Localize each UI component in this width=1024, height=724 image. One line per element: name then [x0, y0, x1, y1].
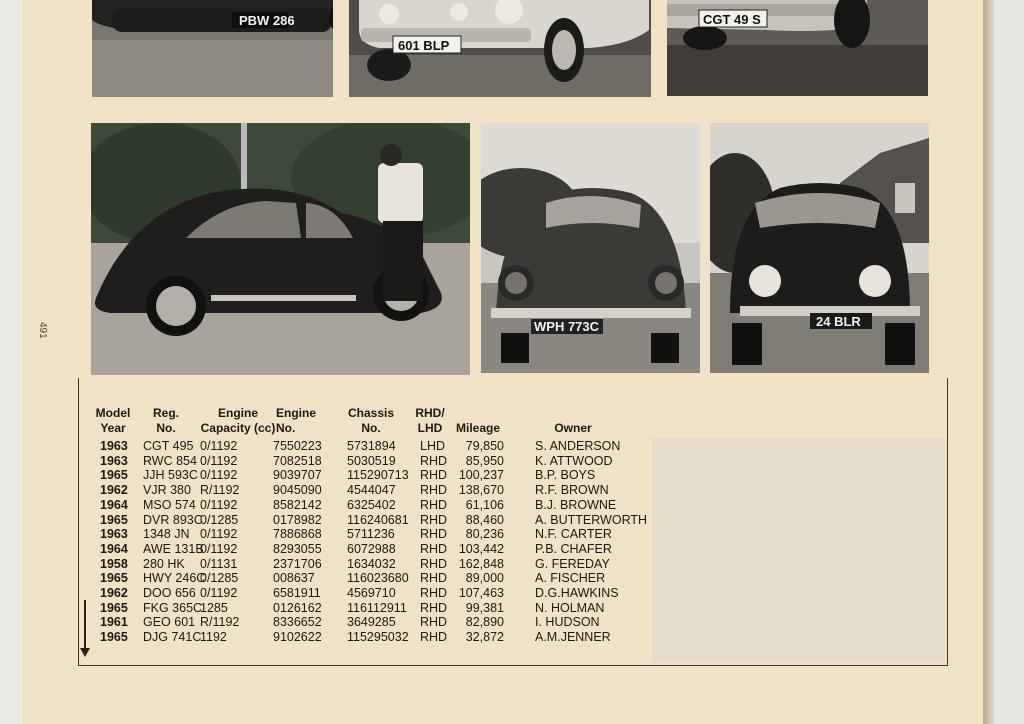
cell-owner: N. HOLMAN: [535, 600, 605, 615]
cell-reg: VJR 380: [143, 483, 191, 498]
header-rhd-lhd: RHD/ LHD: [415, 406, 445, 435]
cell-mileage: 61,106: [465, 497, 504, 512]
cell-engine: 8336652: [273, 615, 322, 630]
page-edge-shadow: [983, 0, 993, 724]
cell-cap: 0/1192: [200, 541, 238, 556]
cell-owner: N.F. CARTER: [535, 527, 612, 542]
cell-reg: MSO 574: [143, 497, 196, 512]
cell-chassis: 4569710: [347, 586, 396, 600]
cell-year: 1965: [100, 468, 128, 483]
cell-reg: FKG 365C: [143, 600, 203, 615]
cell-chassis: 116112911: [347, 600, 407, 615]
cell-chassis: 115290713: [347, 468, 409, 483]
cell-reg: GEO 601: [143, 615, 196, 630]
header-engine-capacity: Engine Capacity (cc): [200, 406, 276, 435]
cell-year: 1958: [100, 556, 128, 571]
cell-mileage: 80,236: [465, 527, 504, 542]
page-number: 491: [37, 322, 48, 339]
cell-year: 1963: [100, 527, 128, 542]
photo-top-left: [92, 0, 333, 97]
cell-engine: 0126162: [273, 600, 322, 615]
plate-bottom-right: 24 BLR: [816, 314, 861, 329]
cell-year: 1965: [100, 600, 128, 615]
cell-cap: 1192: [200, 630, 227, 645]
cell-mileage: 99,381: [465, 600, 504, 615]
cell-year: 1961: [100, 615, 128, 630]
cell-mileage: 88,460: [465, 512, 504, 527]
scanner-edge-right: [994, 0, 1024, 724]
cell-chassis: 116023680: [347, 571, 409, 586]
photo-beetle-front-2: [710, 123, 929, 373]
cell-drive: RHD: [420, 586, 448, 600]
cell-chassis: 116240681: [347, 512, 409, 527]
cell-cap: 0/1192: [200, 586, 238, 600]
cell-chassis: 4544047: [347, 483, 396, 498]
cell-drive: RHD: [420, 468, 448, 483]
photo-beetle-front-1: [481, 123, 700, 373]
cell-mileage: 138,670: [458, 483, 504, 498]
cell-owner: K. ATTWOOD: [535, 453, 613, 468]
down-arrow-icon: [80, 648, 90, 657]
cell-drive: RHD: [420, 571, 448, 586]
cell-drive: RHD: [420, 630, 448, 645]
cell-owner: B.P. BOYS: [535, 468, 596, 483]
cell-engine: 9102622: [273, 630, 322, 645]
plate-top-left: PBW 286: [239, 13, 295, 28]
cell-owner: S. ANDERSON: [535, 439, 621, 453]
cell-owner: I. HUDSON: [535, 615, 600, 630]
cell-cap: 0/1192: [200, 439, 238, 453]
cell-cap: 0/1192: [200, 453, 238, 468]
cell-mileage: 89,000: [465, 571, 504, 586]
cell-cap: 0/1285: [200, 512, 239, 527]
plate-bottom-middle: WPH 773C: [534, 319, 600, 334]
photo-top-middle: [349, 0, 651, 97]
cell-drive: RHD: [420, 541, 448, 556]
cell-engine: 0178982: [273, 512, 322, 527]
cell-year: 1964: [100, 541, 128, 556]
cell-cap: 0/1131: [200, 556, 238, 571]
cell-engine: 7550223: [273, 439, 322, 453]
header-chassis-no: Chassis No.: [347, 406, 395, 435]
cell-engine: 8582142: [273, 497, 322, 512]
cell-owner: P.B. CHAFER: [535, 541, 612, 556]
cell-year: 1963: [100, 453, 128, 468]
cell-owner: B.J. BROWNE: [535, 497, 617, 512]
cell-mileage: 82,890: [465, 615, 504, 630]
cell-year: 1962: [100, 483, 128, 498]
cell-reg: DJG 741C: [143, 630, 202, 645]
cell-mileage: 100,237: [458, 468, 504, 483]
cell-chassis: 6072988: [347, 541, 396, 556]
cell-reg: 280 HK: [143, 556, 185, 571]
cell-drive: RHD: [420, 615, 448, 630]
cell-cap: R/1192: [200, 483, 240, 498]
cell-year: 1962: [100, 586, 128, 600]
cell-reg: CGT 495: [143, 439, 194, 453]
cell-year: 1965: [100, 630, 128, 645]
cell-engine: 9039707: [273, 468, 322, 483]
cell-reg: AWE 131B: [143, 541, 204, 556]
cell-mileage: 85,950: [465, 453, 504, 468]
cell-year: 1965: [100, 571, 128, 586]
cell-mileage: 79,850: [465, 439, 504, 453]
cell-cap: 0/1285: [200, 571, 239, 586]
cell-drive: LHD: [420, 439, 446, 453]
cell-owner: A. BUTTERWORTH: [535, 512, 648, 527]
cell-drive: RHD: [420, 497, 448, 512]
cell-cap: 0/1192: [200, 527, 238, 542]
cell-chassis: 5731894: [347, 439, 396, 453]
blank-panel: [652, 438, 945, 663]
cell-mileage: 162,848: [458, 556, 504, 571]
cell-year: 1965: [100, 512, 128, 527]
photo-beetle-with-owner: [91, 123, 470, 375]
cell-year: 1963: [100, 439, 128, 453]
cell-engine: 6581911: [273, 586, 321, 600]
cell-reg: HWY 246C: [143, 571, 206, 586]
cell-owner: G. FEREDAY: [535, 556, 610, 571]
header-mileage: Mileage: [455, 421, 500, 435]
cell-mileage: 32,872: [465, 630, 504, 645]
cell-cap: 0/1192: [200, 497, 238, 512]
cell-engine: 7886868: [273, 527, 322, 542]
photo-top-right: [667, 0, 928, 96]
cell-cap: 1285: [200, 600, 228, 615]
cell-cap: 0/1192: [200, 468, 238, 483]
cell-reg: DVR 893C: [143, 512, 203, 527]
cell-reg: 1348 JN: [143, 527, 190, 542]
cell-reg: DOO 656: [143, 586, 196, 600]
cell-drive: RHD: [420, 512, 448, 527]
cell-drive: RHD: [420, 527, 448, 542]
plate-top-middle: 601 BLP: [398, 38, 450, 53]
cell-drive: RHD: [420, 453, 448, 468]
cell-engine: 8293055: [273, 541, 322, 556]
cell-owner: D.G.HAWKINS: [535, 586, 619, 600]
cell-drive: RHD: [420, 600, 448, 615]
cell-chassis: 6325402: [347, 497, 396, 512]
header-owner: Owner: [554, 421, 592, 435]
cell-owner: A.M.JENNER: [535, 630, 611, 645]
scanner-edge-left: [0, 0, 22, 724]
cell-reg: RWC 854: [143, 453, 197, 468]
cell-engine: 9045090: [273, 483, 322, 498]
cell-cap: R/1192: [200, 615, 240, 630]
cell-chassis: 5711236: [347, 527, 395, 542]
header-engine-no: Engine No.: [276, 406, 317, 435]
cell-mileage: 107,463: [458, 586, 504, 600]
cell-chassis: 115295032: [347, 630, 409, 645]
cell-chassis: 3649285: [347, 615, 396, 630]
cell-engine: 2371706: [273, 556, 322, 571]
cell-owner: A. FISCHER: [535, 571, 606, 586]
plate-top-right: CGT 49 S: [703, 12, 761, 27]
header-reg-no: Reg. No.: [152, 406, 179, 435]
down-arrow-line: [84, 600, 86, 650]
cell-engine: 7082518: [273, 453, 322, 468]
cell-owner: R.F. BROWN: [535, 483, 609, 498]
cell-drive: RHD: [420, 483, 448, 498]
header-model-year: Model Year: [95, 406, 131, 435]
cell-year: 1964: [100, 497, 128, 512]
cell-drive: RHD: [420, 556, 448, 571]
cell-chassis: 5030519: [347, 453, 396, 468]
cell-engine: 008637: [273, 571, 315, 586]
cell-mileage: 103,442: [458, 541, 504, 556]
cell-reg: JJH 593C: [143, 468, 198, 483]
cell-chassis: 1634032: [347, 556, 396, 571]
